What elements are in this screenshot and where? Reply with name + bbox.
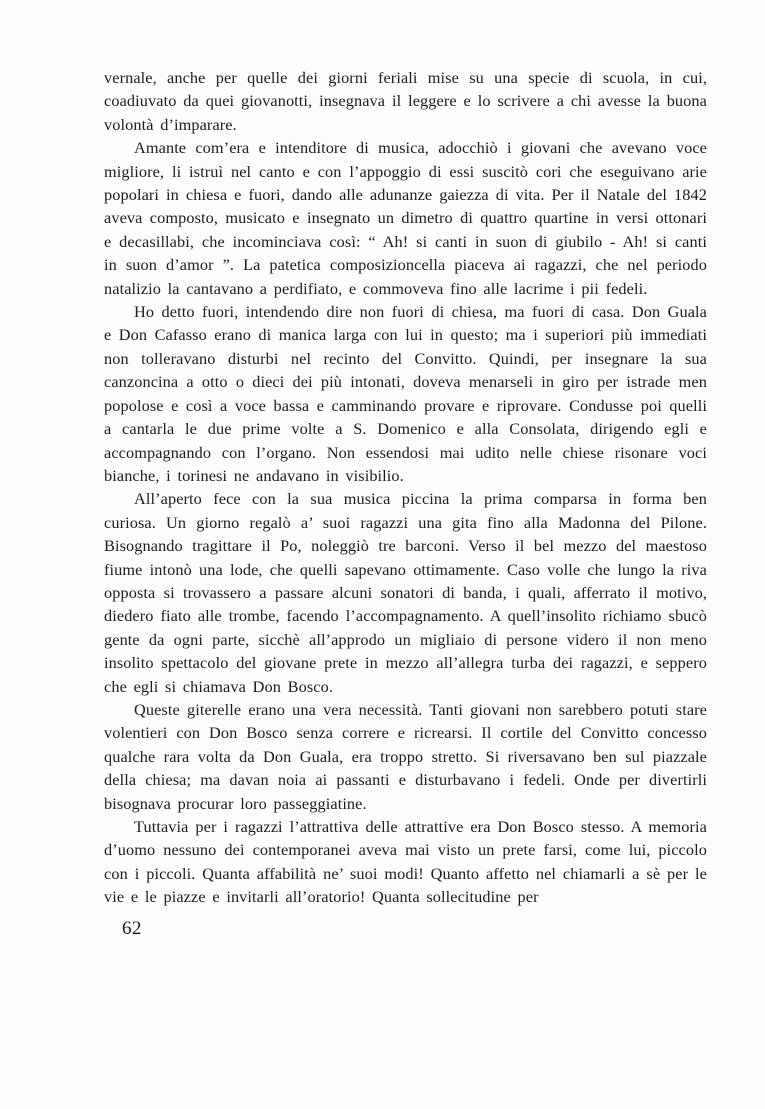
paragraph-continuation: vernale, anche per quelle dei giorni feriali mise su una specie di scuola, in cui, coadiuvato da quei giovanotti, insegnava il leggere e lo scrivere a chi avesse la buona volontà d’imparare. xyxy=(104,68,707,134)
page-number: 62 xyxy=(122,918,142,939)
paragraph: Ho detto fuori, intendendo dire non fuori di chiesa, ma fuori di casa. Don Guala e Don Cafasso erano di manica larga con lui in questo; ma i superiori più immediati non tolleravano disturbi nel recinto del Convitto. Quindi, per insegnare la sua canzoncina a otto o dieci dei più intonati, doveva menarseli in giro per istrade men popolose e così a voce bassa e camminando provare e riprovare. Condusse poi quelli a cantarla le due prime volte a S. Domenico e alla Consolata, dirigendo egli e accompagnando con l’organo. Non essendosi mai udito nelle chiese risonare voci bianche, i torinesi ne andavano in visibilio. xyxy=(104,302,707,485)
paragraph: Tuttavia per i ragazzi l’attrattiva delle attrattive era Don Bosco stesso. A memoria d’uomo nessuno dei contemporanei aveva mai visto un prete farsi, come lui, piccolo con i piccoli. Quanta affabilità ne’ suoi modi! Quanto affetto nel chiamarli a sè per le vie e le piazze e invitarli all’oratorio! Quanta sollecitudine per xyxy=(104,817,707,907)
paragraph: All’aperto fece con la sua musica piccina la prima comparsa in forma ben curiosa. Un giorno regalò a’ suoi ragazzi una gita fino alla Madonna del Pilone. Bisognando tragittare il Po, noleggiò tre barconi. Verso il bel mezzo del maestoso fiume intonò una lode, che quelli sapevano ottimamente. Caso volle che lungo la riva opposta si trovassero a passare alcuni sonatori di banda, i quali, afferrato il motivo, diedero fiato alle trombe, facendo l’accompagnamento. A quell’insolito richiamo sbucò gente da ogni parte, sicchè all’approdo un migliaio di persone videro il non meno insolito spettacolo del giovane prete in mezzo all’allegra turba dei ragazzi, e seppero che egli si chiamava Don Bosco. xyxy=(104,489,707,696)
text-block xyxy=(104,66,707,909)
paragraph: Amante com’era e intenditore di musica, adocchiò i giovani che avevano voce migliore, li istruì nel canto e con l’appoggio di essi suscitò cori che eseguivano arie popolari in chiesa e fuori, dando alle adunanze gaiezza di vita. Per il Natale del 1842 aveva composto, musicato e insegnato un dimetro di quattro quartine in versi ottonari e decasillabi, che incominciava così: “ Ah! si canti in suon di giubilo - Ah! si canti in suon d’amor ”. La patetica composizioncella piaceva ai ragazzi, che nel periodo natalizio la cantavano a perdifiato, e commoveva fino alle lacrime i pii fedeli. xyxy=(104,138,707,298)
paragraph: Queste giterelle erano una vera necessità. Tanti giovani non sarebbero potuti stare volentieri con Don Bosco senza correre e ricrearsi. Il cortile del Convitto concesso qualche rara volta da Don Guala, era troppo stretto. Si riversavano ben sul piazzale della chiesa; ma davan noia ai passanti e disturbavano i fedeli. Onde per divertirli bisognava procurar loro passeggiatine. xyxy=(104,699,707,813)
